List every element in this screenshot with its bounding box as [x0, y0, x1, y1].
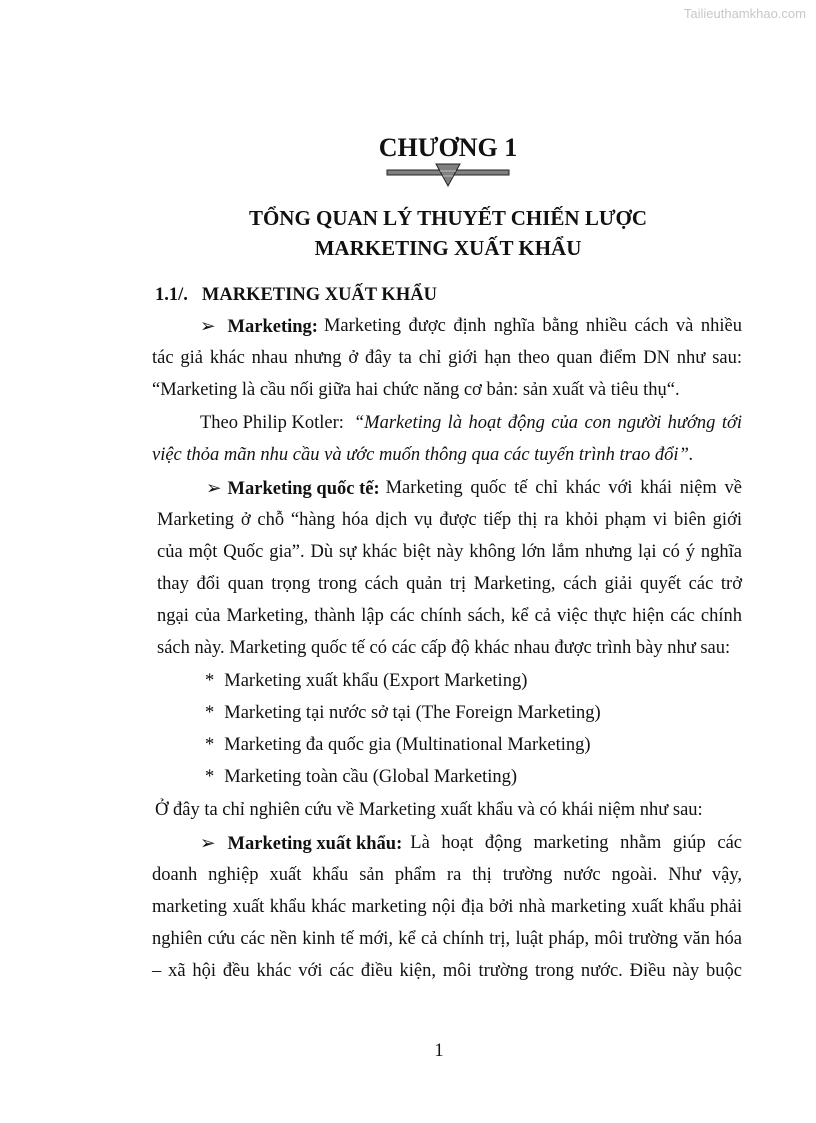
kotler-line-1	[200, 413, 742, 434]
heading-line-1: TỔNG QUAN LÝ THUYẾT CHIẾN LƯỢC	[248, 206, 648, 230]
export-line-5: – xã hội đều khác với các điều kiện, môi trường trong nước. Điều này buộc	[152, 961, 742, 981]
text: Marketing được định nghĩa bằng nhiều cách và nhiều	[323, 316, 742, 336]
section-number: 1.1/.	[155, 285, 188, 305]
section-title: MARKETING XUẤT KHẨU	[201, 285, 437, 305]
page-number: 1	[434, 1041, 444, 1061]
export-line-3: marketing xuất khẩu khác marketing nội địa bởi nhà marketing xuất khẩu phải	[152, 897, 742, 917]
term-marketing: Marketing:	[227, 317, 318, 337]
international-line-1	[206, 478, 742, 500]
text: Marketing quốc tế chỉ khác với khái niệm về	[385, 478, 742, 498]
export-line-1	[200, 833, 742, 855]
international-line-3: của một Quốc gia”. Dù sự khác biệt này không lớn lắm nhưng lại có ý nghĩa	[157, 542, 742, 562]
asterisk-bullet-icon: *	[205, 735, 215, 755]
chapter-title: CHƯƠNG 1	[378, 133, 518, 162]
study-note: Ở đây ta chỉ nghiên cứu về Marketing xuất khẩu và có khái niệm như sau:	[155, 800, 703, 820]
term-export: Marketing xuất khẩu:	[227, 834, 403, 854]
list-item-text: Marketing đa quốc gia (Multinational Marketing)	[224, 735, 591, 755]
export-line-4: nghiên cứu các nền kinh tế mới, kể cả chính trị, luật pháp, môi trường văn hóa	[152, 929, 742, 949]
text: Là hoạt động marketing nhằm giúp các	[410, 833, 742, 853]
export-line-2: doanh nghiệp xuất khẩu sản phẩm ra thị trường nước ngoài. Như vậy,	[152, 865, 742, 885]
watermark: Tailieuthamkhao.com	[683, 6, 806, 21]
arrow-bullet-icon: ➢	[206, 479, 222, 499]
triangle-divider-icon	[386, 163, 510, 189]
term-international: Marketing quốc tế:	[227, 479, 380, 499]
asterisk-bullet-icon: *	[205, 767, 215, 787]
asterisk-bullet-icon: *	[205, 671, 215, 691]
international-line-5: ngại của Marketing, thành lập các chính sách, kể cả việc thực hiện các chính	[157, 606, 742, 626]
arrow-bullet-icon: ➢	[200, 317, 216, 337]
international-line-4: thay đổi quan trọng trong cách quản trị Marketing, cách giải quyết các trở	[157, 574, 742, 594]
list-item	[205, 735, 591, 756]
arrow-bullet-icon: ➢	[200, 834, 216, 854]
list-item	[205, 671, 527, 692]
kotler-lead: Theo Philip Kotler:	[200, 413, 344, 433]
list-item-text: Marketing tại nước sở tại (The Foreign Marketing)	[224, 703, 601, 723]
list-item	[205, 703, 601, 724]
list-item-text: Marketing toàn cầu (Global Marketing)	[224, 767, 518, 787]
kotler-line-2: việc thỏa mãn nhu cầu và ước muốn thông qua các tuyến trình trao đổi”.	[152, 445, 694, 465]
asterisk-bullet-icon: *	[205, 703, 215, 723]
kotler-quote-1: “Marketing là hoạt động của con người hướng tới	[353, 413, 742, 433]
heading-line-2: MARKETING XUẤT KHẨU	[314, 236, 582, 260]
international-line-6: sách này. Marketing quốc tế có các cấp độ khác nhau được trình bày như sau:	[157, 638, 731, 658]
international-line-2: Marketing ở chỗ “hàng hóa dịch vụ được tiếp thị ra khỏi phạm vi biên giới	[157, 510, 742, 530]
marketing-line-3: “Marketing là cầu nối giữa hai chức năng cơ bản: sản xuất và tiêu thụ“.	[152, 380, 680, 400]
section-heading	[155, 285, 437, 306]
marketing-line-2: tác giả khác nhau nhưng ở đây ta chỉ giới hạn theo quan điểm DN như sau:	[152, 348, 742, 368]
list-item	[205, 767, 517, 788]
marketing-line-1	[200, 316, 742, 338]
list-item-text: Marketing xuất khẩu (Export Marketing)	[224, 671, 528, 691]
